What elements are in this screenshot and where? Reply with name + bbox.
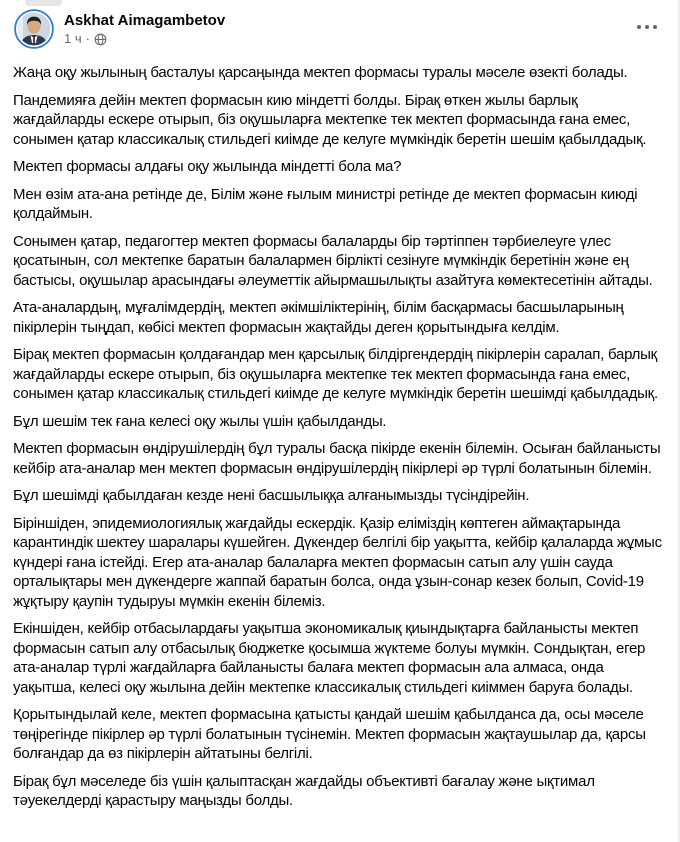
post-paragraph: Пандемияға дейін мектеп формасын кию міндетті болды. Бірақ өткен жылы барлық жағдайларды ескере отырып, біз оқушыларға мектепке тек мектеп формасында ғана емес, сонымен қатар классикалық стильдегі киімде де келуге мүмкіндік беретін шешім қабылдадық. bbox=[13, 91, 647, 148]
post-paragraph: Мектеп формасы алдағы оқу жылында міндетті бола ма? bbox=[13, 158, 402, 175]
post-paragraph: Ата-аналардың, мұғалімдердің, мектеп әкімшіліктерінің, білім басқармасы басшыларының пікірлерін тыңдап, көбісі мектеп формасын жақтайды деген қорытындыға келдім. bbox=[13, 299, 624, 336]
post-paragraph: Бұл шешім тек ғана келесі оқу жылы үшін қабылданды. bbox=[13, 412, 387, 430]
ellipsis-icon bbox=[636, 23, 658, 31]
post-paragraph: Бұл шешімді қабылдаған кезде нені басшылыққа алғанымызды түсіндірейін. bbox=[13, 487, 530, 504]
timestamp[interactable]: 1 ч bbox=[64, 31, 82, 46]
avatar[interactable] bbox=[14, 9, 54, 49]
avatar-photo bbox=[14, 9, 54, 49]
post-paragraph: Бірақ бұл мәселеде біз үшін қалыптасқан жағдайды объективті бағалау және ықтимал тәуекелдерді қарастыру маңызды болды. bbox=[13, 772, 595, 809]
post-paragraph: Бірақ мектеп формасын қолдағандар мен қарсылық білдіргендердің пікірлерін саралап, барлық жағдайларды ескере отырып, біз оқушыларға мектепке тек мектеп формасында ғана емес, сонымен қатар классикалық стильдегі киімде де келуге мүмкіндік беретін шешімді қабылдадық. bbox=[13, 346, 658, 402]
post-paragraph: Қорытындылай келе, мектеп формасына қатысты қандай шешім қабылданса да, осы мәселе төңірегінде пікірлер әр түрлі болатынын түсінемін. Мектеп формасын жақтаушылар да, қарсы болғандар да өз пікірлерін айтатыны белгілі. bbox=[13, 706, 646, 762]
post-paragraph: Сонымен қатар, педагогтер мектеп формасы балаларды бір тәртіппен тәрбиелеуге үлес қосатынын, сол мектепке баратын балалармен бірлікті сезінуге мүмкіндік беретінін және ең бастысы, оқушылар арасындағы әлеуметтік айырмашылықты азайтуға көмектесетінін айтады. bbox=[13, 232, 653, 289]
post-subline bbox=[64, 31, 632, 47]
post-paragraph: Жаңа оқу жылының басталуы қарсаңында мектеп формасы туралы мәселе өзекті болады. bbox=[13, 64, 628, 81]
post-meta bbox=[64, 9, 632, 47]
post-paragraph: Мектеп формасын өндірушілердің бұл туралы басқа пікірде екенін білемін. Осыған байланысты кейбір ата-аналар мен мектеп формасын өндірушілердің пікірлері әр түрлі болатынын білемін. bbox=[13, 440, 661, 477]
more-options-button[interactable] bbox=[632, 15, 662, 39]
post-paragraph: Екіншіден, кейбір отбасылардағы уақытша экономикалық қиындықтарға байланысты мектеп формасын сатып алу отбасылық бюджетке қосымша жүктеме болуы мүмкін. Сондықтан, егер ата-аналар түрлі жағдайларға байланысты балаға мектеп формасын ала алмаса, онда уақытша, келесі оқу жылына дейін мектепке классикалық стильдегі киіммен баруға болады. bbox=[13, 620, 646, 696]
post-paragraph: Мен өзім ата-ана ретінде де, Білім және ғылым министрі ретінде де мектеп формасын киюді қолдаймын. bbox=[13, 185, 638, 222]
author-name[interactable]: Askhat Aimagambetov bbox=[64, 12, 226, 29]
post-header bbox=[0, 0, 678, 49]
post-paragraph: Біріншіден, эпидемиологиялық жағдайды ескердік. Қазір еліміздің көптеген аймақтарында карантиндік шектеу шаралары күшейген. Дүкендер белгілі бір уақытта, кейбір қалаларда жұмыс күндері ғана істейді. Егер ата-аналар балаларға мектеп формасын сатып алу үшін сауда орталықтары мен дүкендерге жаппай баратын болса, онда ұзын-сонар кезек болып, Covid-19 жұқтыру қаупін тудыруы мүмкін екенін білеміз. bbox=[13, 514, 662, 610]
separator-dot: · bbox=[85, 31, 90, 46]
post-content bbox=[0, 49, 678, 811]
decorative-fragment bbox=[25, 0, 62, 6]
globe-icon bbox=[94, 33, 107, 46]
